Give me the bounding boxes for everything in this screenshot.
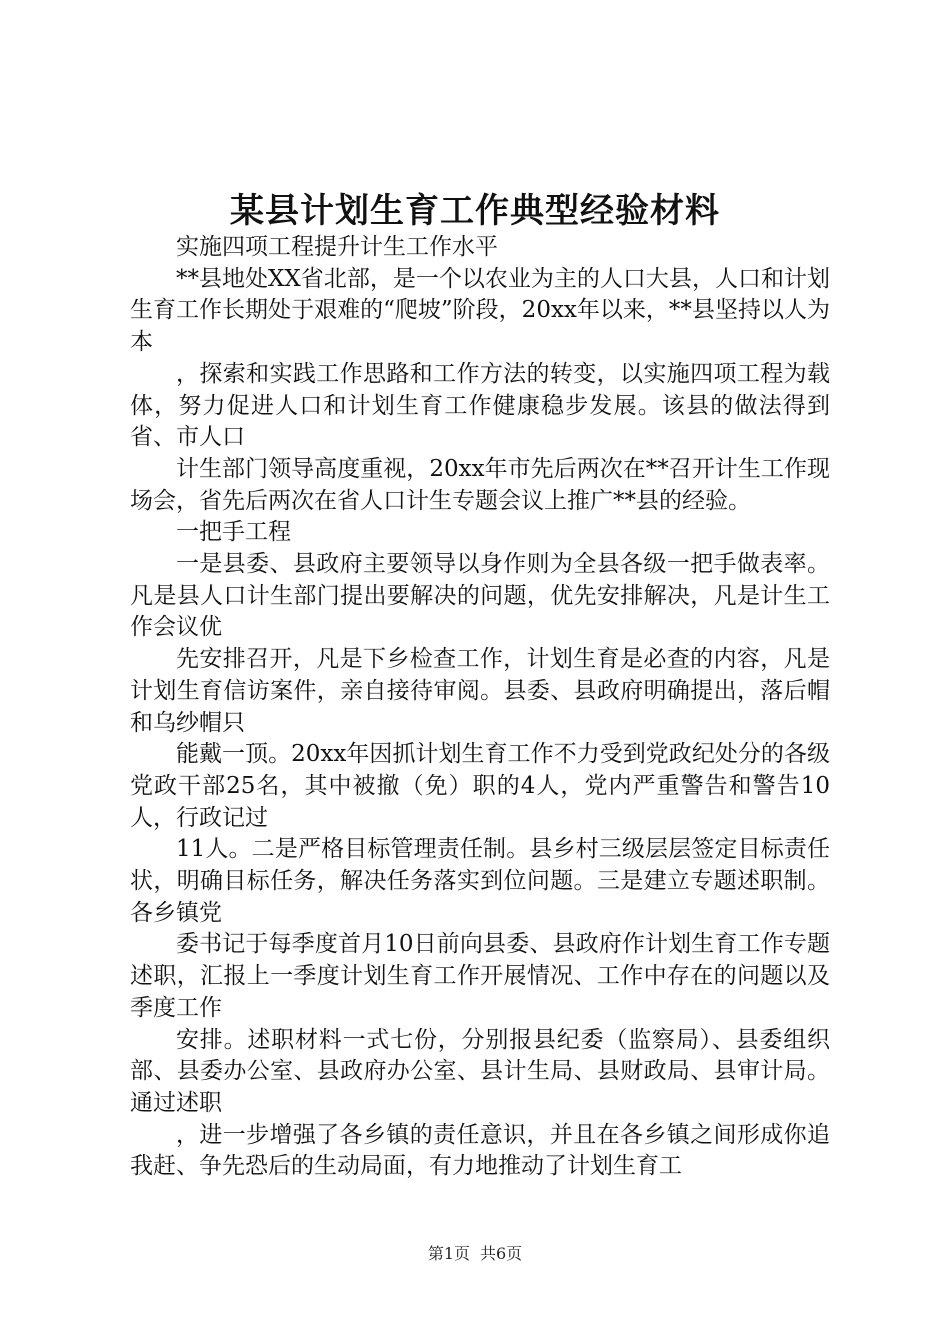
body-paragraph: 计生部门领导高度重视，20xx年市先后两次在**召开计生工作现场会，省先后两次在省人口计生专题会议上推广**县的经验。 bbox=[130, 455, 830, 514]
body-paragraph: ，探索和实践工作思路和工作方法的转变，以实施四项工程为载体，努力促进人口和计划生育工作健康稳步发展。该县的做法得到省、市人口 bbox=[130, 360, 830, 451]
page-total: 共6页 bbox=[480, 1244, 523, 1263]
body-paragraph: 一是县委、县政府主要领导以身作则为全县各级一把手做表率。凡是县人口计生部门提出要解决的问题，优先安排解决，凡是计生工作会议优 bbox=[130, 551, 830, 641]
document-body bbox=[130, 232, 830, 1183]
body-paragraph: 委书记于每季度首月10日前向县委、县政府作计划生育工作专题述职，汇报上一季度计划生育工作开展情况、工作中存在的问题以及季度工作 bbox=[130, 931, 830, 1021]
body-paragraph: 安排。述职材料一式七份，分别报县纪委（监察局）、县委组织部、县委办公室、县政府办公室、县计生局、县财政局、县审计局。通过述职 bbox=[130, 1026, 830, 1116]
section-heading: 一把手工程 bbox=[176, 519, 291, 546]
document-title: 某县计划生育工作典型经验材料 bbox=[230, 191, 720, 231]
page-number: 第1页 bbox=[427, 1244, 470, 1263]
subtitle-paragraph: 实施四项工程提升计生工作水平 bbox=[176, 234, 498, 260]
body-paragraph: ，进一步增强了各乡镇的责任意识，并且在各乡镇之间形成你追我赶、争先恐后的生动局面，有力地推动了计划生育工 bbox=[130, 1121, 830, 1180]
body-paragraph: 先安排召开，凡是下乡检查工作，计划生育是必查的内容，凡是计划生育信访案件，亲自接待审阅。县委、县政府明确提出，落后帽和乌纱帽只 bbox=[130, 646, 830, 736]
body-paragraph: 11人。二是严格目标管理责任制。县乡村三级层层签定目标责任状，明确目标任务，解决任务落实到位问题。三是建立专题述职制。各乡镇党 bbox=[130, 836, 830, 926]
body-paragraph: **县地处XX省北部，是一个以农业为主的人口大县，人口和计划生育工作长期处于艰难的“爬坡”阶段，20xx年以来，**县坚持以人为本 bbox=[130, 265, 830, 356]
body-paragraph: 能戴一顶。20xx年因抓计划生育工作不力受到党政纪处分的各级党政干部25名，其中被撤（免）职的4人，党内严重警告和警告10人，行政记过 bbox=[130, 741, 830, 831]
page-footer bbox=[0, 1243, 950, 1265]
